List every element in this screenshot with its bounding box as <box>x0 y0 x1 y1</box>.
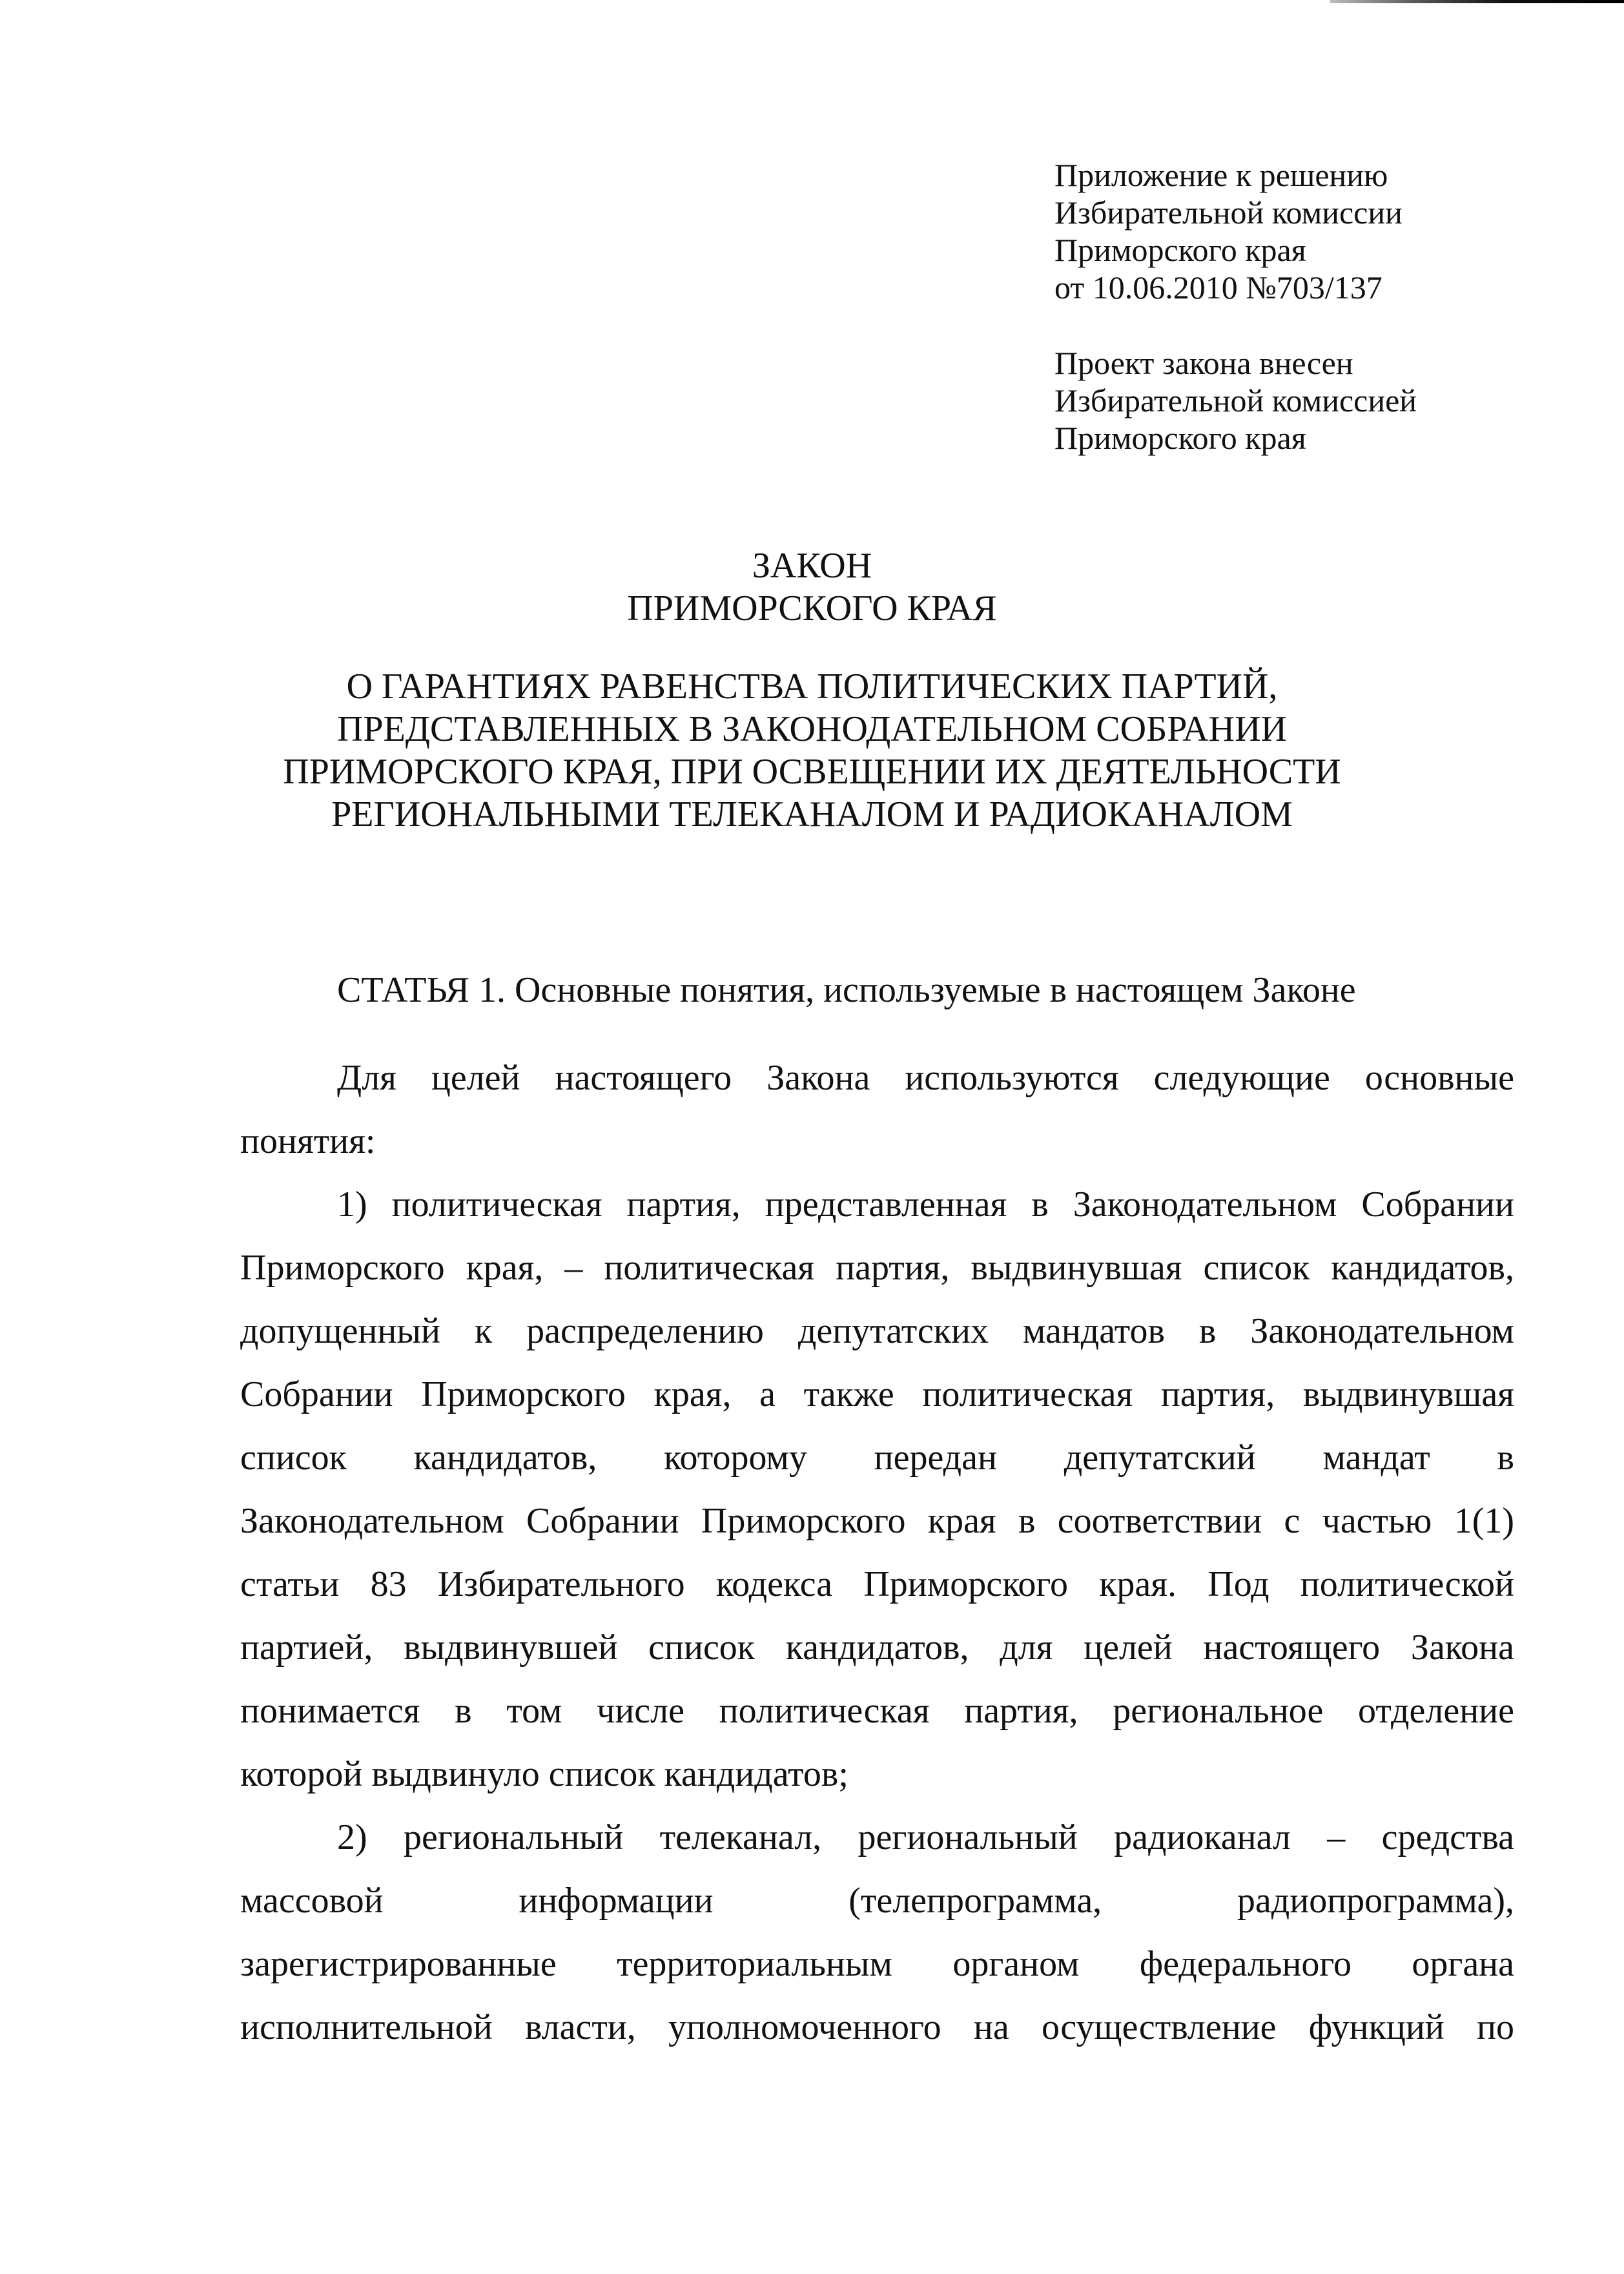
body-line: Собрании Приморского края, а также политическая партия, выдвинувшая <box>240 1374 1514 1414</box>
sponsor-line: Проект закона внесен <box>1054 345 1353 381</box>
body-line: допущенный к распределению депутатских мандатов в Законодательном <box>240 1311 1514 1351</box>
scan-artifact-line <box>1330 0 1624 3</box>
body-line: понятия: <box>240 1121 376 1161</box>
annex-line: Приложение к решению <box>1054 157 1388 193</box>
law-title-line: РЕГИОНАЛЬНЫМИ ТЕЛЕКАНАЛОМ И РАДИОКАНАЛОМ <box>331 794 1293 834</box>
article-body <box>240 1046 1514 2059</box>
body-line: зарегистрированные территориальным органом федерального органа <box>240 1944 1514 1984</box>
sponsor-line: Избирательной комиссией <box>1054 382 1417 419</box>
body-line: понимается в том числе политическая партия, региональное отделение <box>240 1691 1514 1731</box>
annex-line: Приморского края <box>1054 232 1306 268</box>
law-title-line: О ГАРАНТИЯХ РАВЕНСТВА ПОЛИТИЧЕСКИХ ПАРТИЙ, <box>346 667 1278 707</box>
annex-block <box>1054 156 1403 306</box>
body-line: партией, выдвинувшей список кандидатов, для целей настоящего Закона <box>240 1628 1514 1668</box>
body-line: массовой информации (телепрограмма, радиопрограмма), <box>240 1881 1514 1921</box>
annex-line: Избирательной комиссии <box>1054 194 1403 231</box>
law-title-line: ПРЕДСТАВЛЕННЫХ В ЗАКОНОДАТЕЛЬНОМ СОБРАНИИ <box>336 709 1287 749</box>
body-line: которой выдвинуло список кандидатов; <box>240 1754 848 1794</box>
body-line: Законодательном Собрании Приморского края в соответствии с частью 1(1) <box>240 1501 1514 1541</box>
body-line: статьи 83 Избирательного кодекса Приморского края. Под политической <box>240 1564 1514 1604</box>
sponsor-block <box>1054 344 1417 457</box>
law-title <box>0 665 1624 836</box>
body-line: исполнительной власти, уполномоченного на осуществление функций по <box>240 2007 1514 2047</box>
body-line: 1) политическая партия, представленная в Законодательном Собрании <box>337 1184 1514 1225</box>
law-header <box>0 544 1624 630</box>
body-line: Для целей настоящего Закона используются следующие основные <box>337 1058 1514 1098</box>
annex-line-date: от 10.06.2010 №703/137 <box>1054 269 1382 305</box>
body-line: Приморского края, – политическая партия, выдвинувшая список кандидатов, <box>240 1248 1514 1288</box>
body-line: 2) региональный телеканал, региональный радиоканал – средства <box>337 1817 1514 1857</box>
law-header-line1: ЗАКОН <box>752 546 872 586</box>
body-line: список кандидатов, которому передан депутатский мандат в <box>240 1438 1514 1478</box>
law-header-line2: ПРИМОРСКОГО КРАЯ <box>627 588 997 628</box>
law-title-line: ПРИМОРСКОГО КРАЯ, ПРИ ОСВЕЩЕНИИ ИХ ДЕЯТЕЛЬНОСТИ <box>283 752 1341 792</box>
sponsor-line: Приморского края <box>1054 420 1306 456</box>
article-heading: СТАТЬЯ 1. Основные понятия, используемые в настоящем Законе <box>337 970 1356 1010</box>
